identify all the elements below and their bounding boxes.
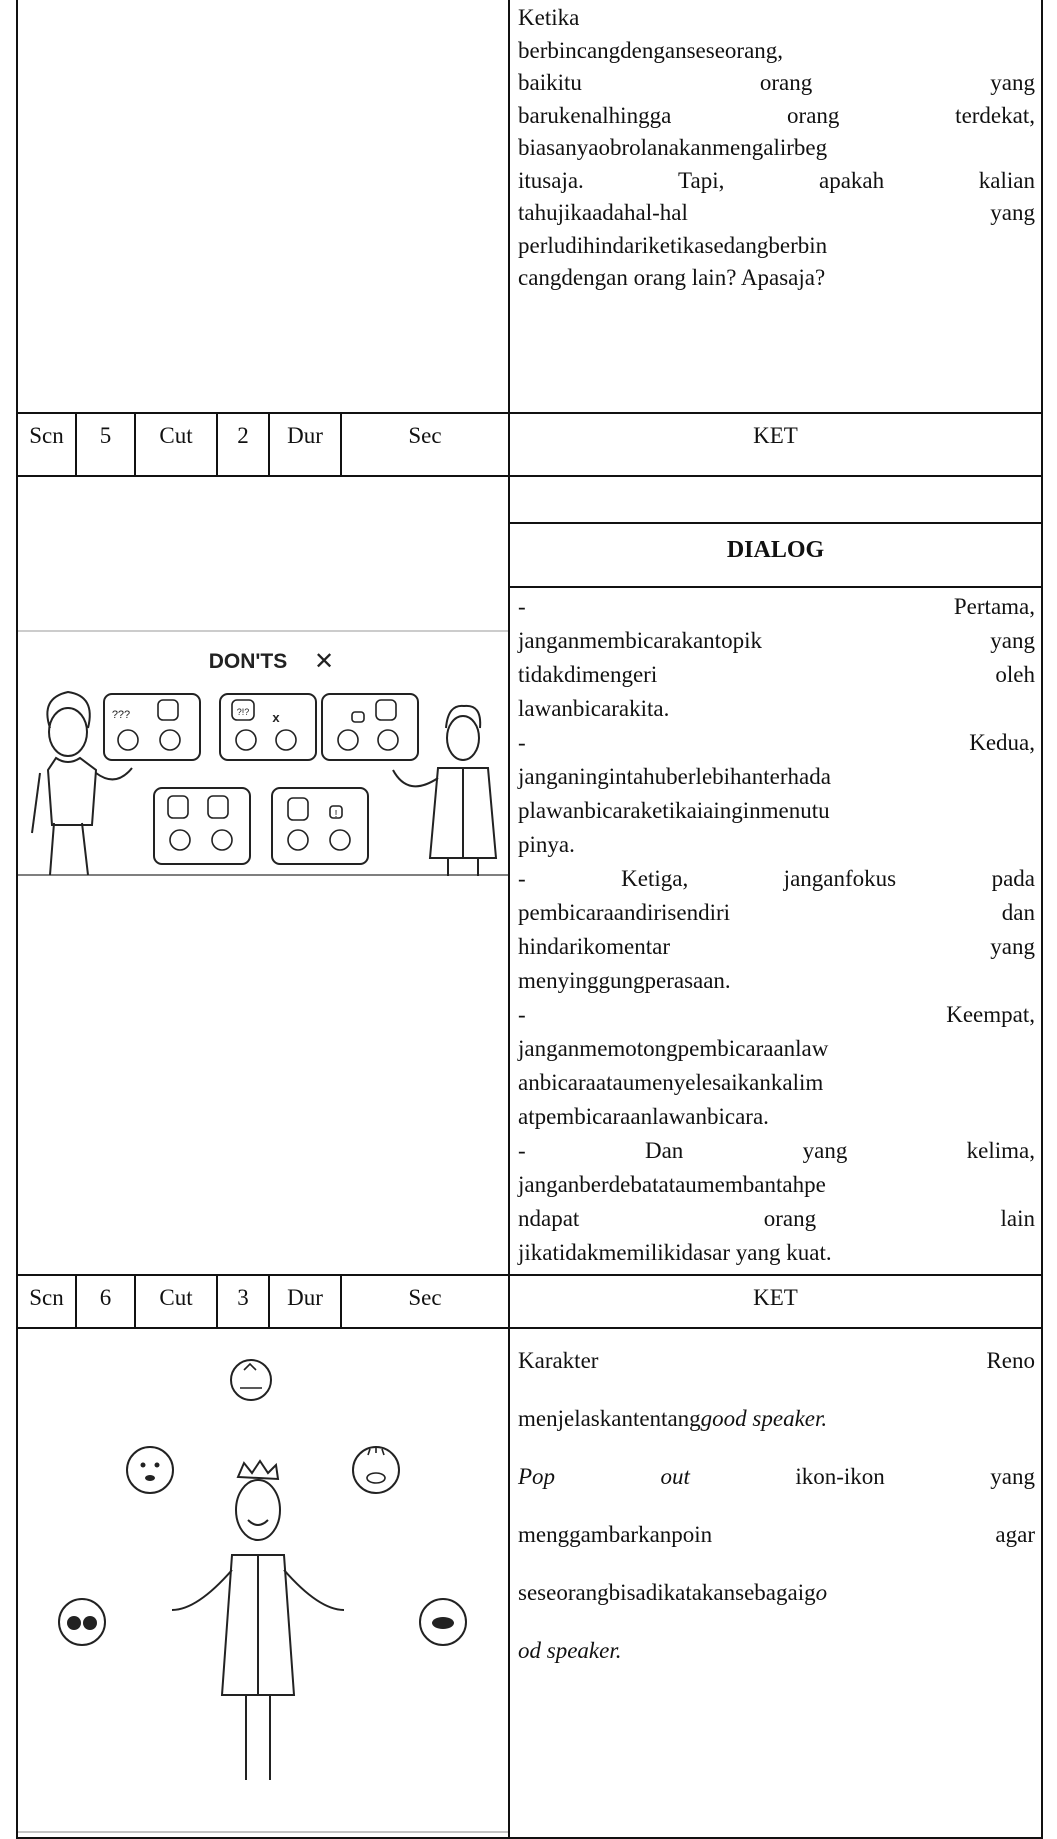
- text-line: baikitu orang yang: [518, 70, 1035, 95]
- text-line: lawanbicarakita.: [518, 696, 670, 721]
- cross-icon: ✕: [313, 648, 335, 675]
- text-line: - Pertama,: [518, 594, 1035, 619]
- face-icon: [127, 1447, 173, 1493]
- pop-italic: Pop: [518, 1464, 556, 1489]
- good-speaker-italic: od speaker.: [518, 1638, 622, 1663]
- text-line: ndapat orang lain: [518, 1206, 1035, 1231]
- text-line: atpembicaraanlawanbicara.: [518, 1104, 769, 1129]
- text-line: tahujikaadahal-hal yang: [518, 200, 1035, 225]
- text-line: - Ketiga, janganfokus pada: [518, 866, 1035, 891]
- good-speaker-illustration: [18, 1340, 508, 1835]
- text-line: janganingintahuberlebihanterhada: [518, 764, 831, 789]
- scn-number: 5: [99, 423, 112, 448]
- donts-title: DON'TS: [208, 650, 288, 673]
- good-speaker-italic: good speaker.: [700, 1406, 828, 1431]
- dur-label: Dur: [287, 1285, 323, 1310]
- good-speaker-description: [518, 1332, 1035, 1680]
- text-line: perludihindariketikasedangberbin: [518, 232, 828, 258]
- text-line: - Dan yang kelima,: [518, 1138, 1035, 1163]
- text-line: - Keempat,: [518, 1002, 1035, 1027]
- desc-word: ikon-ikon: [795, 1464, 885, 1489]
- desc-word: Karakter: [518, 1348, 599, 1373]
- text-line: janganberdebatataumembantahpe: [518, 1172, 826, 1197]
- dur-label: Dur: [287, 423, 323, 448]
- text-line: itusaja. Tapi, apakah kalian: [518, 167, 1035, 193]
- panel-3: [322, 694, 418, 760]
- desc-word: Reno: [986, 1348, 1035, 1373]
- eyes-icon: [59, 1599, 105, 1645]
- desc-word: agar: [995, 1522, 1035, 1547]
- text-line: tidakdimengeri oleh: [518, 662, 1035, 687]
- text-line: biasanyaobrolanakanmengalirbeg: [518, 135, 828, 160]
- panel-2: [220, 694, 316, 760]
- dialog-title: DIALOG: [726, 537, 825, 563]
- text-line: pembicaraandirisendiri dan: [518, 900, 1035, 925]
- text-line: jikatidakmemilikidasar yang kuat.: [518, 1240, 832, 1265]
- text-line: - Kedua,: [518, 730, 1035, 755]
- desc-word: yang: [990, 1464, 1035, 1489]
- desc-italic: o: [815, 1580, 828, 1605]
- cut-label: Cut: [159, 1285, 193, 1310]
- desc-word: menggambarkanpoin: [518, 1522, 713, 1547]
- text-line: anbicaraataumenyelesaikankalim: [518, 1070, 824, 1095]
- panel-5: [272, 788, 368, 864]
- text-line: barukenalhingga orang terdekat,: [518, 102, 1035, 128]
- cut-label: Cut: [159, 423, 193, 448]
- question-marks: ???: [111, 709, 131, 721]
- donts-illustration: [18, 628, 508, 878]
- text-line: berbincangdenganseseorang,: [518, 37, 784, 63]
- text-line: menyinggungperasaan.: [518, 968, 731, 993]
- exclaim-mark: !: [334, 809, 338, 820]
- x-mark: x: [272, 710, 280, 725]
- sec-label: Sec: [408, 1285, 442, 1310]
- reno-character-figure: [172, 1461, 344, 1780]
- man-presenter-figure: [393, 706, 496, 876]
- text-line: plawanbicaraketikaiainginmenutu: [518, 798, 830, 823]
- scene-description-text: [518, 2, 1035, 295]
- mouth-icon: [353, 1447, 399, 1493]
- sec-label: Sec: [408, 423, 442, 448]
- dialog-text: [518, 590, 1035, 1270]
- desc-text: menjelaskantentang: [518, 1406, 701, 1431]
- text-line: Ketika: [518, 5, 580, 30]
- cut-number: 2: [237, 423, 249, 448]
- panel-1: [104, 694, 200, 760]
- scn-label: Scn: [29, 423, 64, 448]
- ket-label: KET: [753, 1285, 798, 1310]
- out-italic: out: [660, 1464, 690, 1489]
- ket-label: KET: [753, 423, 798, 448]
- text-line: pinya.: [518, 832, 575, 857]
- scn-number: 6: [99, 1285, 112, 1310]
- text-line: hindarikomentar yang: [518, 934, 1035, 959]
- cut-number: 3: [237, 1285, 249, 1310]
- interrobang-marks: ?!?: [236, 707, 250, 717]
- text-line: janganmembicarakantopik yang: [518, 628, 1035, 653]
- text-line: janganmemotongpembicaraanlaw: [518, 1036, 829, 1061]
- desc-text: seseorangbisadikatakansebagaig: [518, 1580, 816, 1605]
- scn-label: Scn: [29, 1285, 64, 1310]
- text-line: cangdengan orang lain? Apasaja?: [518, 265, 826, 290]
